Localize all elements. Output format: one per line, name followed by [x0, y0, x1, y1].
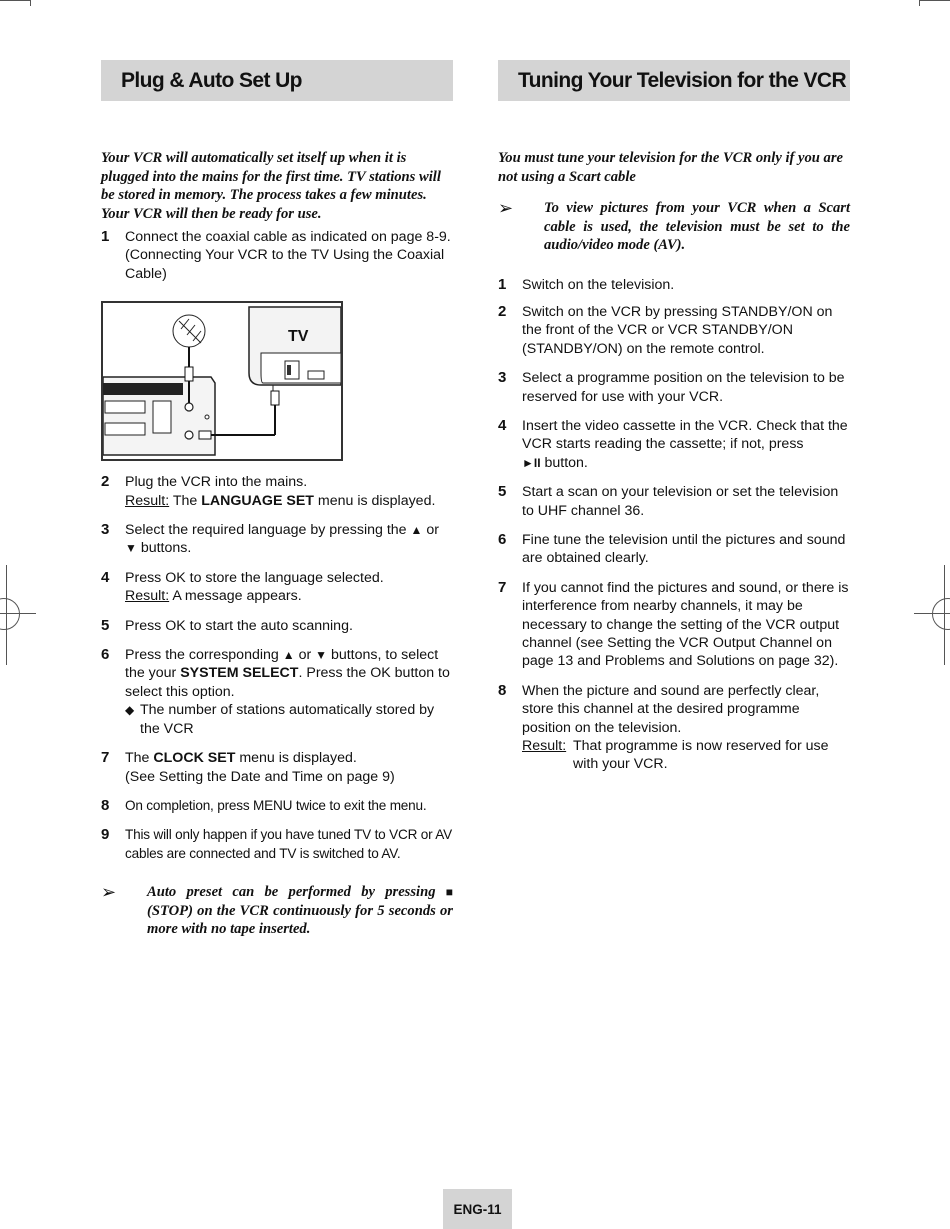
crop-mark — [920, 0, 950, 1]
intro-text: You must tune your television for the VCR only if you are not using a Scart cable — [498, 150, 844, 185]
result-label: Result: — [125, 492, 170, 509]
registration-mark — [932, 598, 950, 630]
play-pause-icon: ►II — [522, 455, 541, 470]
registration-mark — [0, 598, 20, 630]
right-column — [498, 60, 850, 774]
tv-icon — [249, 307, 341, 391]
down-arrow-icon: ▼ — [125, 541, 137, 556]
antenna-icon — [173, 315, 205, 347]
up-arrow-icon: ▲ — [282, 648, 295, 663]
step-1: 1 Switch on the television. — [498, 275, 675, 293]
step-2: 2 Switch on the VCR by pressing STANDBY/ON on the front of the VCR or VCR STANDBY/ON (STANDBY/ON) on the remote control. — [498, 302, 833, 357]
bullet-item: ◆ The number of stations automatically stored by the VCR — [125, 702, 435, 737]
crop-mark — [0, 0, 30, 1]
tip-arrow-icon: ➢ — [498, 198, 514, 218]
result-label: Result: — [522, 738, 567, 755]
crop-mark — [919, 0, 920, 6]
step-8: 8 When the picture and sound are perfectly clear, store this channel at the desired programme position on the television. Result: That programme is now reserved for use with your VCR. — [498, 682, 850, 774]
step-4: 4 Insert the video cassette in the VCR. Check that the VCR starts reading the cassette; if not, press ►II button. — [498, 416, 848, 471]
step-2: 2 Plug the VCR into the mains. Result: The LANGUAGE SET menu is displayed. — [101, 473, 436, 509]
vcr-tv-diagram — [103, 303, 341, 459]
tv-label: TV — [288, 328, 309, 345]
left-column — [101, 60, 453, 939]
tip-note: ➢ To view pictures from your VCR when a Scart cable is used, the television must be set to the audio/video mode (AV). — [498, 198, 850, 253]
intro-text: Your VCR will automatically set itself up when it is plugged into the mains for the first time. TV stations will be stored in memory. The process takes a few minutes. Your VCR will then be ready for use. — [101, 150, 441, 222]
diamond-bullet-icon: ◆ — [125, 703, 135, 718]
step-9: 9 This will only happen if you have tuned TV to VCR or AV cables are connected and TV is switched to AV. — [101, 826, 453, 861]
step-7: 7 If you cannot find the pictures and sound, or there is interference from nearby channels, it may be necessary to change the setting of the VCR output channel (see Setting the VCR Output Channel on page 13 and Problems and Solutions on page 32). — [498, 578, 849, 670]
step-5: 5 Press OK to start the auto scanning. — [101, 616, 353, 634]
crop-mark — [30, 0, 31, 6]
step-3: 3 Select the required language by pressing the ▲ or ▼ buttons. — [101, 521, 439, 557]
vcr-icon — [103, 377, 215, 455]
down-arrow-icon: ▼ — [315, 648, 328, 663]
section-header — [498, 60, 850, 101]
result-label: Result: — [125, 588, 170, 605]
section-title: Plug & Auto Set Up — [121, 68, 302, 92]
page-number: ENG-11 — [443, 1189, 512, 1229]
step-5: 5 Start a scan on your television or set the television to UHF channel 36. — [498, 483, 839, 519]
step-8: 8 On completion, press MENU twice to exit the menu. — [101, 796, 427, 814]
step-6: 6 Press the corresponding ▲ or ▼ buttons, to select the your SYSTEM SELECT. Press the OK button to select this option. ◆ The number of stations automatically stored by the VCR — [101, 646, 453, 738]
stop-icon: ■ — [445, 885, 453, 900]
step-3: 3 Select a programme position on the television to be reserved for use with your VCR. — [498, 369, 845, 405]
step-6: 6 Fine tune the television until the pictures and sound are obtained clearly. — [498, 530, 846, 567]
up-arrow-icon: ▲ — [410, 523, 423, 538]
step-7: 7 The CLOCK SET menu is displayed. (See Setting the Date and Time on page 9) — [101, 749, 395, 785]
connection-diagram — [101, 301, 343, 461]
section-header — [101, 60, 453, 101]
step-1: 1 Connect the coaxial cable as indicated on page 8-9. (Connecting Your VCR to the TV Using the Coaxial Cable) — [101, 228, 451, 282]
tip-arrow-icon: ➢ — [101, 882, 117, 903]
tip-note: ➢ Auto preset can be performed by pressing ■ (STOP) on the VCR continuously for 5 seconds or more with no tape inserted. — [101, 882, 453, 938]
result-row: Result: That programme is now reserved for use with your VCR. — [522, 738, 829, 773]
section-title: Tuning Your Television for the VCR — [518, 68, 847, 92]
step-4: 4 Press OK to store the language selected. Result: A message appears. — [101, 568, 384, 605]
